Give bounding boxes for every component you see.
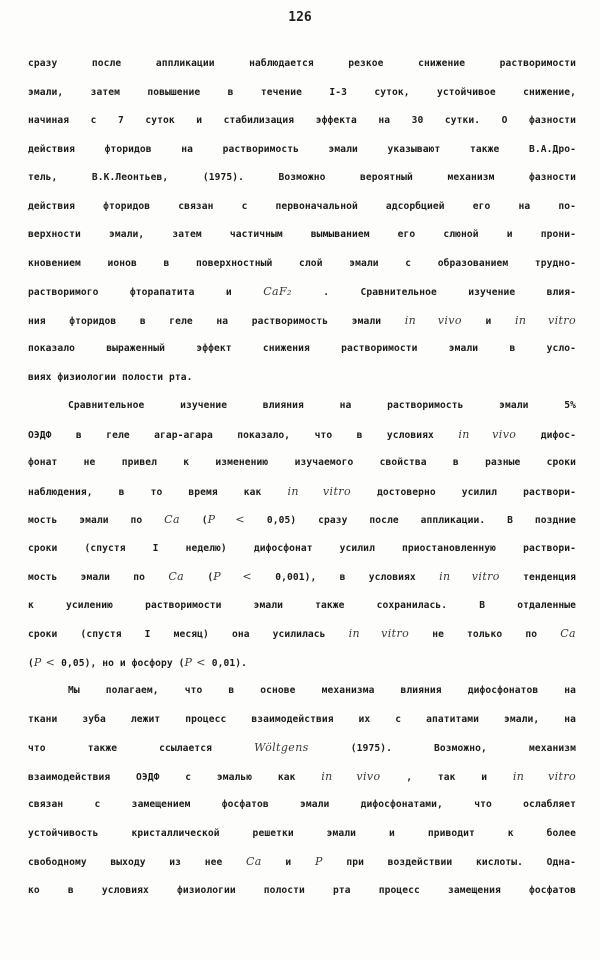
handwritten-insert: P < bbox=[207, 513, 245, 526]
text-line bbox=[28, 820, 576, 849]
handwritten-insert: Ca bbox=[164, 513, 180, 526]
handwritten-insert: in vitro bbox=[514, 313, 576, 327]
typed-text: 0,05), но и фосфору ( bbox=[55, 657, 185, 669]
typed-text: и bbox=[461, 315, 515, 327]
text-line bbox=[28, 877, 576, 906]
typed-text: виях физиологии полости рта. bbox=[28, 371, 193, 383]
text-line bbox=[28, 706, 576, 735]
text-line bbox=[28, 791, 576, 820]
handwritten-insert: in vitro bbox=[287, 484, 351, 498]
typed-text: тель, В.К.Леонтьев, (1975). Возможно вероятный механизм фазности bbox=[28, 172, 576, 183]
text-line bbox=[28, 478, 576, 507]
typed-text: сразу после аппликации наблюдается резкое снижение растворимости bbox=[28, 58, 576, 69]
text-line bbox=[28, 50, 576, 79]
typed-text: ткани зуба лежит процесс взаимодействия их с апатитами эмали, на bbox=[28, 713, 576, 725]
typed-text: ния фторидов в геле на растворимость эмали bbox=[28, 315, 405, 327]
handwritten-insert: in vitro bbox=[439, 570, 500, 583]
typed-text: устойчивость кристаллической решетки эмали и приводит к более bbox=[28, 827, 576, 839]
handwritten-insert: CaF₂ bbox=[263, 285, 292, 298]
typed-text: ( bbox=[179, 515, 208, 526]
typed-text: достоверно усилил раствори- bbox=[350, 486, 576, 498]
typed-text: Мы полагаем, что в основе механизма влияния дифосфонатов на bbox=[68, 685, 576, 696]
handwritten-insert: P < bbox=[184, 655, 206, 669]
typed-text: взаимодействия ОЭДФ с эмалью как bbox=[28, 771, 322, 783]
text-line bbox=[28, 136, 576, 165]
typed-text: связан с замещением фосфатов эмали дифосфонатами, что ослабляет bbox=[28, 799, 576, 810]
text-line bbox=[28, 592, 576, 621]
typed-text: ко в условиях физиологии полости рта процесс замещения фосфатов bbox=[28, 884, 576, 896]
body-text bbox=[28, 50, 576, 905]
typed-text: мость эмали по bbox=[28, 572, 169, 583]
typed-text: при воздействии кислоты. Одна- bbox=[322, 857, 576, 868]
handwritten-insert: P bbox=[314, 855, 323, 868]
typed-text: (1975). Возможно, механизм bbox=[308, 743, 576, 754]
handwritten-insert: Ca bbox=[168, 570, 185, 583]
text-line bbox=[28, 563, 576, 592]
text-line bbox=[28, 506, 576, 535]
typed-text: действия фторидов связан с первоначальной адсорбцией его на по- bbox=[28, 200, 576, 212]
typed-text: эмали, затем повышение в течение I-3 суток, устойчивое снижение, bbox=[28, 86, 576, 98]
text-line bbox=[28, 763, 576, 792]
text-line bbox=[28, 535, 576, 564]
typed-text: не только по bbox=[409, 629, 561, 640]
typed-text: мость эмали по bbox=[28, 515, 165, 526]
typed-text: ( bbox=[28, 657, 34, 669]
text-line bbox=[28, 364, 576, 393]
text-line bbox=[28, 734, 576, 763]
text-line bbox=[28, 221, 576, 250]
typed-text: и bbox=[261, 857, 315, 868]
handwritten-insert: in vivo bbox=[458, 427, 517, 441]
text-line bbox=[28, 620, 576, 649]
handwritten-insert: Wöltgens bbox=[254, 741, 309, 754]
typed-text: дифос- bbox=[516, 429, 576, 441]
text-line bbox=[28, 649, 576, 678]
text-line bbox=[28, 107, 576, 136]
handwritten-insert: in vivo bbox=[404, 313, 462, 327]
typed-text: 0,05) сразу после аппликации. В поздние bbox=[244, 515, 576, 526]
typed-text: действия фторидов на растворимость эмали указывают также В.А.Дро- bbox=[28, 143, 576, 155]
text-line bbox=[28, 164, 576, 193]
text-line bbox=[28, 79, 576, 108]
typed-text: 0,001), в условиях bbox=[251, 572, 440, 583]
text-line bbox=[28, 250, 576, 279]
typed-text: кновением ионов в поверхностный слой эмали с образованием трудно- bbox=[28, 257, 576, 269]
typed-text: фонат не привел к изменению изучаемого свойства в разные сроки bbox=[28, 457, 576, 468]
typed-text: ( bbox=[184, 572, 214, 583]
typed-text: Сравнительное изучение влияния на растворимость эмали 5% bbox=[68, 400, 576, 411]
handwritten-insert: in vitro bbox=[348, 627, 410, 640]
text-line bbox=[28, 421, 576, 450]
handwritten-insert: Ca bbox=[245, 855, 262, 868]
text-line bbox=[28, 307, 576, 336]
typed-text: тенденция bbox=[499, 572, 576, 583]
typed-text: ОЭДФ в геле агар-агара показало, что в условиях bbox=[28, 429, 459, 441]
handwritten-insert: P < bbox=[213, 570, 252, 583]
handwritten-insert: in vitro bbox=[512, 769, 576, 783]
handwritten-insert: Ca bbox=[560, 627, 576, 640]
handwritten-insert: in vivo bbox=[321, 769, 381, 783]
text-line bbox=[28, 193, 576, 222]
typed-text: сроки (спустя I месяц) она усилилась bbox=[28, 629, 349, 640]
handwritten-insert: P < bbox=[33, 655, 56, 669]
text-line bbox=[28, 677, 576, 706]
typed-text: наблюдения, в то время как bbox=[28, 486, 288, 498]
text-line bbox=[28, 392, 576, 421]
text-line bbox=[28, 335, 576, 364]
typed-text: растворимого фторапатита и bbox=[28, 287, 264, 298]
page-number: 126 bbox=[288, 10, 312, 25]
typed-text: свободному выходу из нее bbox=[28, 857, 246, 868]
typed-text: что также ссылается bbox=[28, 743, 255, 754]
typed-text: сроки (спустя I неделю) дифосфонат усилил приостановленную раствори- bbox=[28, 542, 576, 554]
typed-text: верхности эмали, затем частичным вымыванием его слюной и прони- bbox=[28, 229, 576, 240]
typed-text: к усилению растворимости эмали также сохранилась. В отдаленные bbox=[28, 599, 576, 611]
typed-text: . Сравнительное изучение влия- bbox=[291, 287, 576, 298]
typed-text: , так и bbox=[380, 771, 513, 783]
typed-text: показало выраженный эффект снижения растворимости эмали в усло- bbox=[28, 343, 576, 354]
text-line bbox=[28, 278, 576, 307]
typed-text: начиная с 7 суток и стабилизация эффекта на 30 сутки. О фазности bbox=[28, 115, 576, 126]
text-line bbox=[28, 848, 576, 877]
typed-text: 0,01). bbox=[205, 657, 247, 669]
text-line bbox=[28, 449, 576, 478]
